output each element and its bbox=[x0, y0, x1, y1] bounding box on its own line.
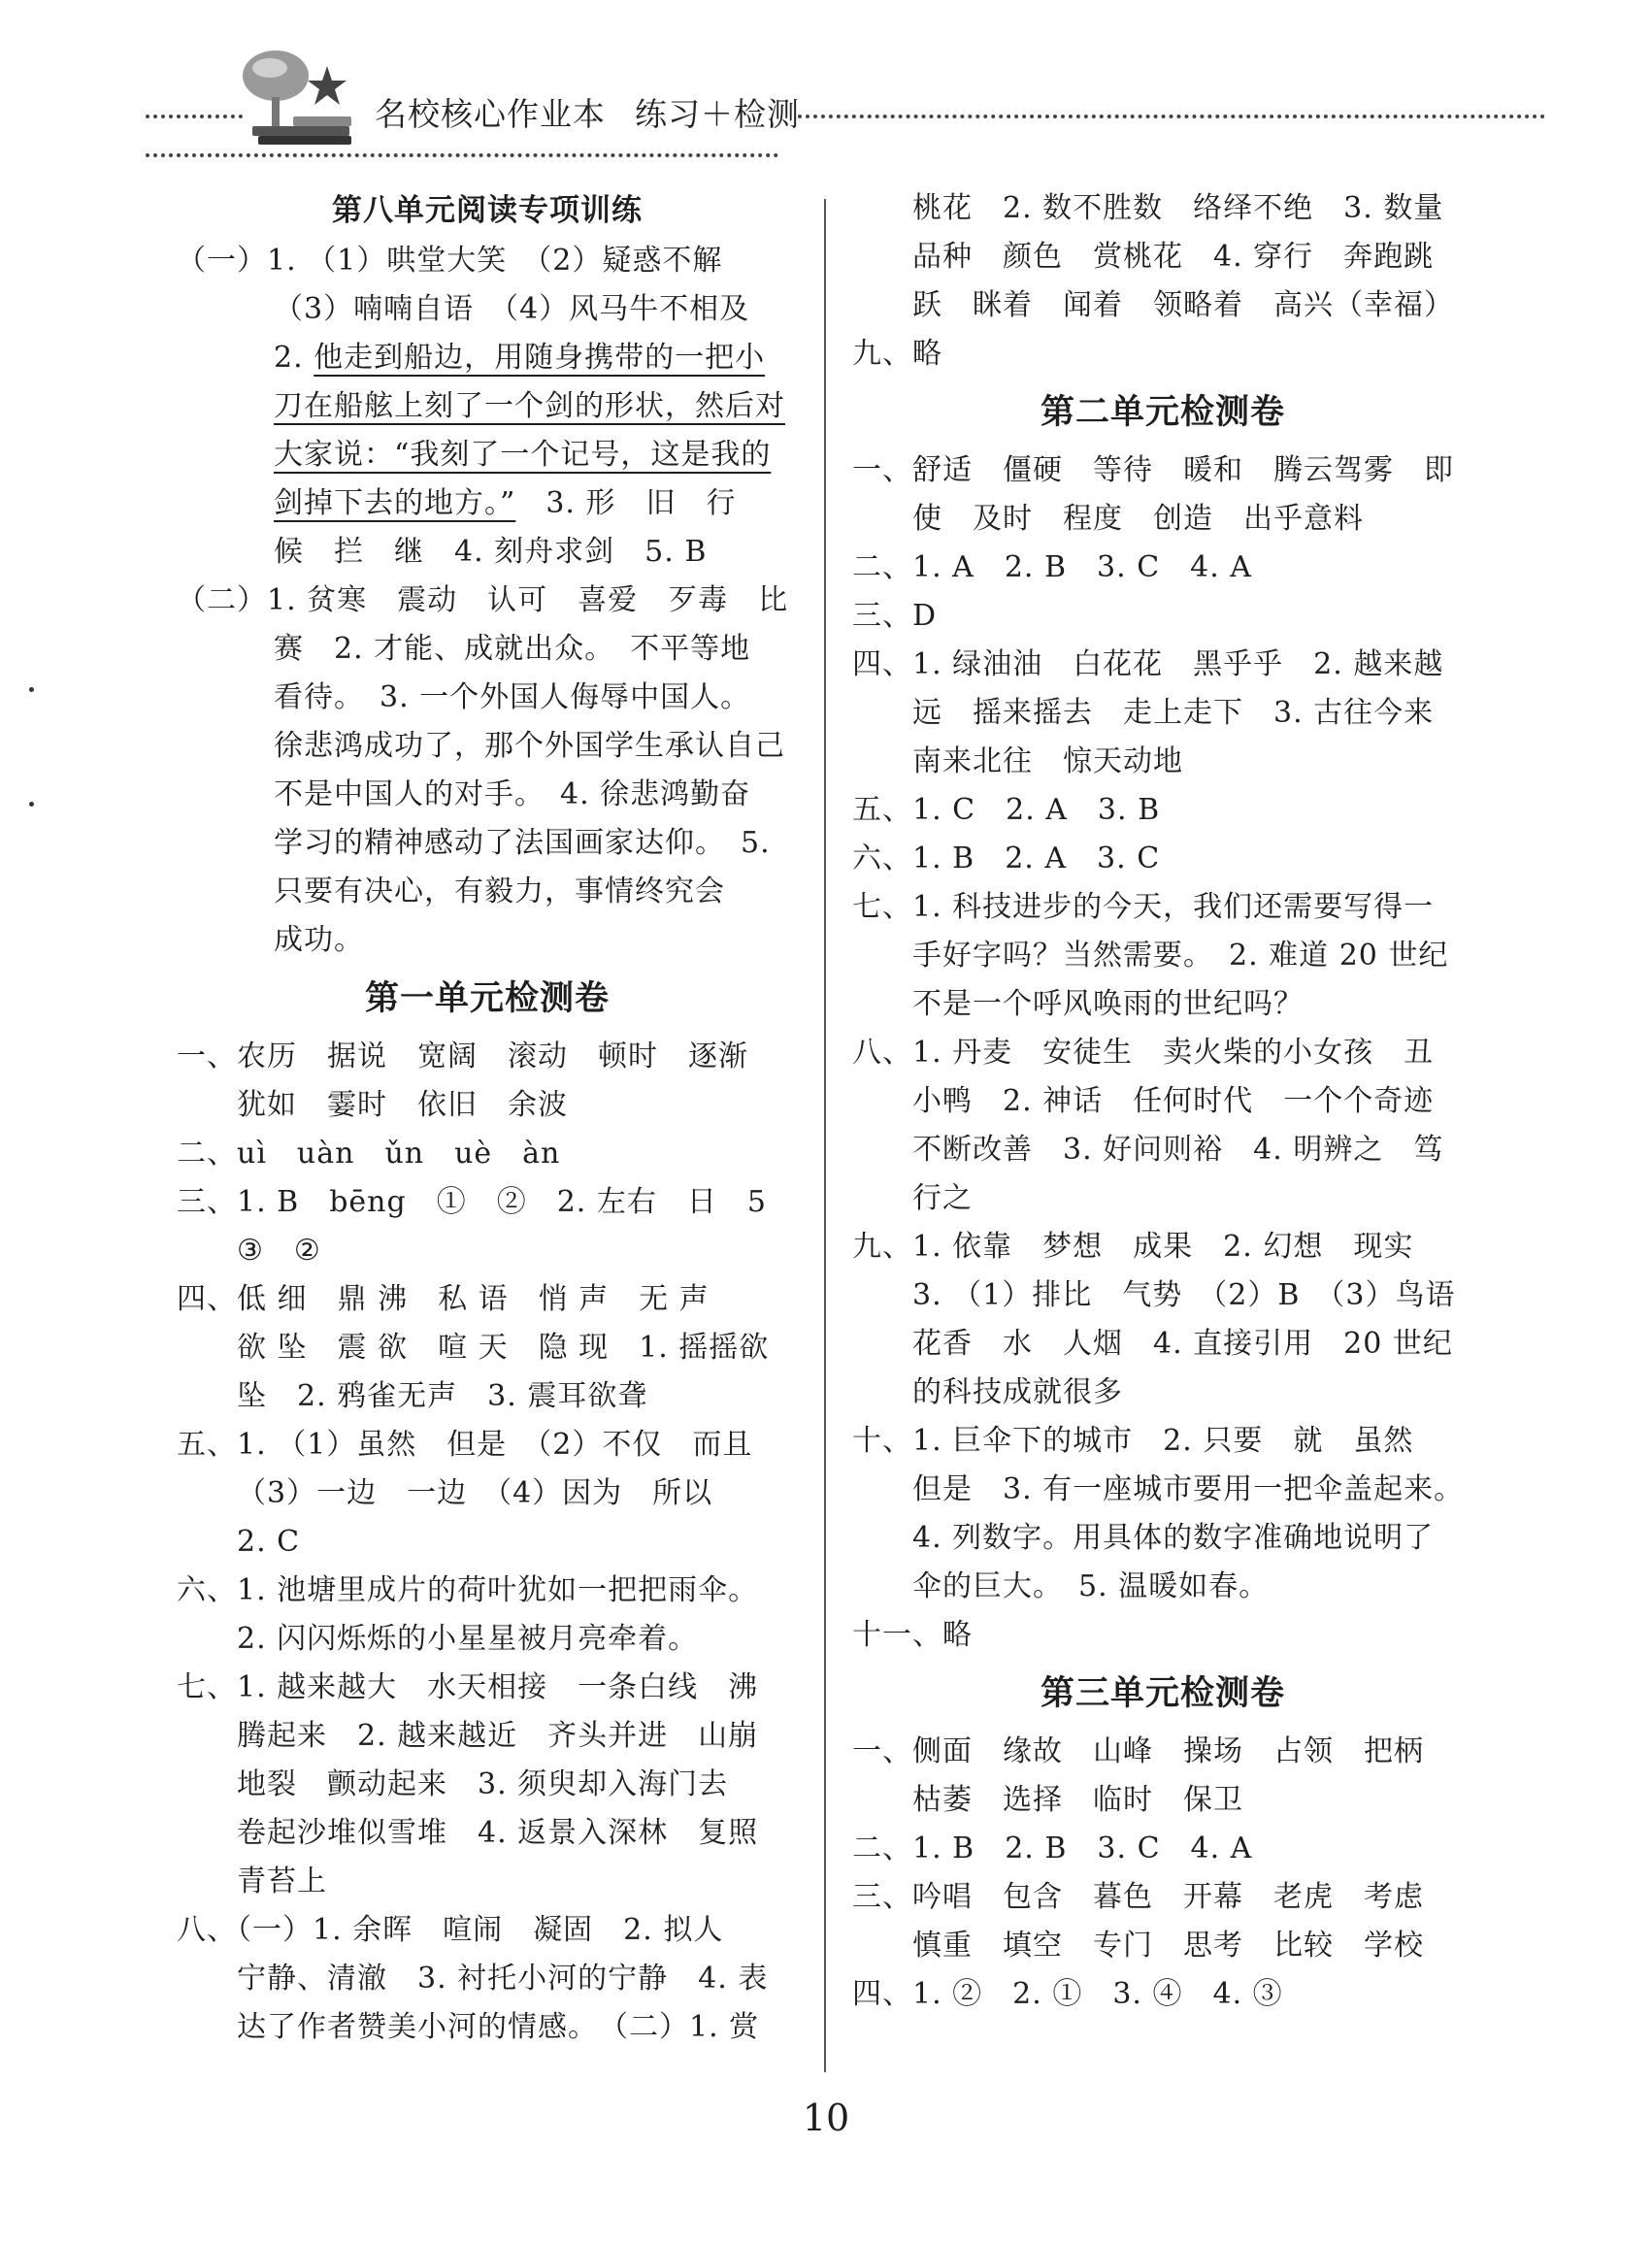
answer-line: 4. 列数字。用具体的数字准确地说明了 bbox=[912, 1521, 1435, 1555]
page-header bbox=[0, 39, 1652, 165]
answer-label: 八、 bbox=[177, 1913, 237, 1947]
answer-label: 二、 bbox=[852, 1832, 912, 1865]
answer-label: 一、 bbox=[852, 453, 912, 487]
answer-line bbox=[852, 446, 1473, 495]
answer-text: 1. ② 2. ① 3. ④ 4. ③ bbox=[912, 1977, 1283, 2011]
answer-line: 3. （1）排比 气势 （2）B （3）鸟语 bbox=[912, 1278, 1456, 1312]
answer-line bbox=[852, 1825, 1473, 1873]
answer-text: （一）1. 余晖 喧闹 凝固 2. 拟人 bbox=[237, 1913, 724, 1947]
header-title-main: 名校核心作业本 bbox=[375, 95, 606, 133]
answer-text: 侧面 缘故 山峰 操场 占领 把柄 bbox=[912, 1734, 1424, 1768]
answer-line: 看待。 3. 一个外国人侮辱中国人。 bbox=[274, 680, 751, 714]
margin-mark bbox=[29, 802, 34, 807]
section-heading-unit1: 第一单元检测卷 bbox=[364, 979, 610, 1018]
answer-line: ③ ② bbox=[237, 1234, 321, 1268]
answer-line bbox=[177, 1664, 798, 1712]
answer-text: 1. 依靠 梦想 成果 2. 幻想 现实 bbox=[912, 1230, 1414, 1264]
answer-line bbox=[852, 1728, 1473, 1776]
answer-line: 伞的巨大。 5. 温暖如春。 bbox=[912, 1569, 1270, 1603]
answer-line bbox=[852, 592, 1473, 641]
answer-line bbox=[852, 835, 1473, 883]
answer-text: 吟唱 包含 暮色 开幕 老虎 考虑 bbox=[912, 1880, 1424, 1914]
answer-line bbox=[177, 1178, 798, 1227]
answer-line: 卷起沙堆似雪堆 4. 返景入深林 复照 bbox=[237, 1816, 759, 1850]
answer-line bbox=[177, 1906, 798, 1955]
lamp-books-icon bbox=[235, 47, 361, 148]
answer-text: 1. B bēng ① ② 2. 左右 日 5 bbox=[237, 1185, 767, 1219]
answer-text: 1. B 2. A 3. C bbox=[912, 842, 1161, 875]
answer-line: 宁静、清澈 3. 衬托小河的宁静 4. 表 bbox=[237, 1962, 769, 1996]
answer-text: 1. 池塘里成片的荷叶犹如一把把雨伞。 bbox=[237, 1573, 759, 1607]
answer-line bbox=[852, 1970, 1473, 2019]
answer-line bbox=[177, 479, 798, 528]
answer-text: 1. 科技进步的今天，我们还需要写得一 bbox=[912, 890, 1435, 924]
answer-label: 四、 bbox=[852, 647, 912, 681]
answer-text: 农历 据说 宽阔 滚动 顿时 逐渐 bbox=[237, 1040, 748, 1073]
column-divider bbox=[824, 199, 826, 2072]
answer-label: 十、 bbox=[852, 1424, 912, 1458]
answer-text: 1. C 2. A 3. B bbox=[912, 793, 1161, 827]
answer-line: 的科技成就很多 bbox=[912, 1375, 1123, 1409]
answer-label: 三、 bbox=[852, 1880, 912, 1914]
answer-label: 三、 bbox=[177, 1185, 237, 1219]
section-heading-unit8-reading: 第八单元阅读专项训练 bbox=[332, 193, 643, 228]
answer-label: 九、 bbox=[852, 337, 912, 371]
answer-line: 不断改善 3. 好问则裕 4. 明辨之 笃 bbox=[912, 1133, 1444, 1167]
answer-text: 略 bbox=[942, 1618, 973, 1652]
header-dots-bottom bbox=[146, 153, 778, 157]
answer-line bbox=[177, 1275, 798, 1324]
answer-label: （一） bbox=[177, 244, 267, 278]
answer-label: 六、 bbox=[852, 842, 912, 875]
answer-line: 慎重 填空 专门 思考 比较 学校 bbox=[912, 1929, 1424, 1963]
answer-line: 跃 眯着 闻着 领略着 高兴（幸福） bbox=[912, 288, 1454, 322]
answer-line: 2. 闪闪烁烁的小星星被月亮牵着。 bbox=[237, 1622, 699, 1656]
answer-line: 候 拦 继 4. 刻舟求剑 5. B bbox=[274, 535, 708, 569]
answer-line: 地裂 颤动起来 3. 须臾却入海门去 bbox=[237, 1767, 729, 1801]
answer-label: 十一、 bbox=[852, 1618, 942, 1652]
answer-text: 低 细 鼎 沸 私 语 悄 声 无 声 bbox=[237, 1282, 710, 1316]
answer-line: 坠 2. 鸦雀无声 3. 震耳欲聋 bbox=[237, 1379, 648, 1413]
answer-text: 舒适 僵硬 等待 暖和 腾云驾雾 即 bbox=[912, 453, 1454, 487]
answer-line: 花香 水 人烟 4. 直接引用 20 世纪 bbox=[912, 1327, 1453, 1361]
underlined-answer: 大家说：“我刻了一个记号，这是我的 bbox=[274, 438, 772, 472]
answer-line bbox=[852, 641, 1473, 689]
answer-label: 八、 bbox=[852, 1036, 912, 1070]
answer-line: 枯萎 选择 临时 保卫 bbox=[912, 1783, 1243, 1817]
answer-text: 1. B 2. B 3. C 4. A bbox=[912, 1832, 1253, 1865]
answer-line bbox=[177, 1567, 798, 1615]
answer-line: 2. C bbox=[237, 1525, 301, 1559]
answer-text: 3. 形 旧 行 bbox=[515, 486, 737, 520]
answer-label: 一、 bbox=[852, 1734, 912, 1768]
answer-line: 腾起来 2. 越来越近 齐头并进 山崩 bbox=[237, 1719, 759, 1753]
answer-line: 使 及时 程度 创造 出乎意料 bbox=[912, 502, 1364, 536]
answer-line: 行之 bbox=[912, 1181, 973, 1215]
answer-label: 七、 bbox=[177, 1670, 237, 1704]
answer-label: 五、 bbox=[177, 1428, 237, 1462]
answer-line bbox=[177, 1130, 798, 1178]
answer-label: 一、 bbox=[177, 1040, 237, 1073]
answer-line bbox=[177, 1033, 798, 1081]
header-dots-left bbox=[146, 115, 243, 118]
answer-text: D bbox=[912, 599, 938, 633]
answer-line: 赛 2. 才能、成就出众。 不平等地 bbox=[274, 632, 751, 666]
answer-line: 不是一个呼风唤雨的世纪吗？ bbox=[912, 987, 1304, 1021]
answer-line bbox=[177, 431, 798, 479]
answer-line bbox=[177, 382, 798, 431]
answer-line bbox=[852, 544, 1473, 592]
answer-text: 1. 贫寒 震动 认可 喜爱 歹毒 比 bbox=[267, 583, 789, 617]
answer-text: 1. 绿油油 白花花 黑乎乎 2. 越来越 bbox=[912, 647, 1444, 681]
answer-line: 桃花 2. 数不胜数 络绎不绝 3. 数量 bbox=[912, 191, 1444, 225]
answer-line bbox=[177, 1421, 798, 1469]
answer-label: 六、 bbox=[177, 1573, 237, 1607]
answer-line: 小鸭 2. 神话 任何时代 一个个奇迹 bbox=[912, 1084, 1435, 1118]
answer-line bbox=[852, 1223, 1473, 1271]
answer-line: 成功。 bbox=[274, 923, 364, 957]
section-heading-unit2: 第二单元检测卷 bbox=[1040, 393, 1285, 432]
answer-line: 但是 3. 有一座城市要用一把伞盖起来。 bbox=[912, 1472, 1465, 1506]
answer-text: uì uàn ǔn uè àn bbox=[237, 1137, 561, 1171]
answer-line: 品种 颜色 赏桃花 4. 穿行 奔跑跳 bbox=[912, 240, 1435, 274]
answer-text: 1. （1）虽然 但是 （2）不仅 而且 bbox=[237, 1428, 753, 1462]
answer-line bbox=[852, 883, 1473, 932]
answer-label: 三、 bbox=[852, 599, 912, 633]
answer-line: 不是中国人的对手。 4. 徐悲鸿勤奋 bbox=[274, 777, 751, 811]
answer-line: （3）一边 一边 （4）因为 所以 bbox=[237, 1476, 713, 1510]
answer-line: 学习的精神感动了法国画家达仰。 5. bbox=[274, 826, 771, 860]
answer-line bbox=[177, 237, 798, 285]
page-number: 10 bbox=[802, 2096, 850, 2139]
answer-line: 只要有决心，有毅力，事情终究会 bbox=[274, 874, 725, 908]
header-dots-right bbox=[798, 115, 1545, 118]
answer-line: 徐悲鸿成功了，那个外国学生承认自己 bbox=[274, 729, 785, 763]
answer-label: 四、 bbox=[177, 1282, 237, 1316]
answer-line: 南来北往 惊天动地 bbox=[912, 744, 1183, 778]
right-column bbox=[852, 184, 1473, 2019]
left-column bbox=[177, 184, 798, 2052]
answer-label: 五、 bbox=[852, 793, 912, 827]
answer-line bbox=[852, 786, 1473, 835]
answer-line bbox=[852, 1611, 1473, 1660]
answer-line: 手好字吗？当然需要。 2. 难道 20 世纪 bbox=[912, 939, 1449, 973]
answer-line: 青苔上 bbox=[237, 1864, 327, 1898]
section-heading-unit3: 第三单元检测卷 bbox=[1040, 1674, 1285, 1713]
header-title-sub: 练习＋检测 bbox=[635, 95, 800, 133]
answer-line: 欲 坠 震 欲 喧 天 隐 现 1. 摇摇欲 bbox=[237, 1331, 770, 1365]
answer-label: 四、 bbox=[852, 1977, 912, 2011]
answer-text: 略 bbox=[912, 337, 942, 371]
answer-line: 远 摇来摇去 走上走下 3. 古往今来 bbox=[912, 696, 1435, 730]
answer-line bbox=[852, 1029, 1473, 1077]
answer-line bbox=[177, 334, 798, 382]
answer-label: 二、 bbox=[177, 1137, 237, 1171]
answer-label: 九、 bbox=[852, 1230, 912, 1264]
answer-text: 1. 巨伞下的城市 2. 只要 就 虽然 bbox=[912, 1424, 1414, 1458]
answer-line bbox=[852, 1417, 1473, 1466]
answer-line bbox=[852, 330, 1473, 379]
answer-text: 1. 丹麦 安徒生 卖火柴的小女孩 丑 bbox=[912, 1036, 1435, 1070]
answer-line: 犹如 霎时 依旧 余波 bbox=[237, 1088, 568, 1122]
margin-mark bbox=[29, 687, 34, 692]
answer-label: （二） bbox=[177, 583, 267, 617]
underlined-answer: 他走到船边，用随身携带的一把小 bbox=[314, 341, 766, 375]
answer-label: 七、 bbox=[852, 890, 912, 924]
underlined-answer: 剑掉下去的地方。” bbox=[274, 486, 516, 520]
answer-text: 2. bbox=[274, 341, 304, 375]
header-title bbox=[375, 89, 800, 135]
answer-text: 1. A 2. B 3. C 4. A bbox=[912, 550, 1252, 584]
answer-label: 二、 bbox=[852, 550, 912, 584]
answer-text: 1. 越来越大 水天相接 一条白线 沸 bbox=[237, 1670, 759, 1704]
answer-line: 达了作者赞美小河的情感。 （二）1. 赏 bbox=[237, 2010, 760, 2044]
underlined-answer: 刀在船舷上刻了一个剑的形状，然后对 bbox=[274, 389, 785, 423]
answer-line bbox=[852, 1873, 1473, 1922]
answer-text: 1. （1）哄堂大笑 （2）疑惑不解 bbox=[267, 244, 723, 278]
answer-line bbox=[177, 577, 798, 625]
answer-line: （3）喃喃自语 （4）风马牛不相及 bbox=[274, 292, 750, 326]
